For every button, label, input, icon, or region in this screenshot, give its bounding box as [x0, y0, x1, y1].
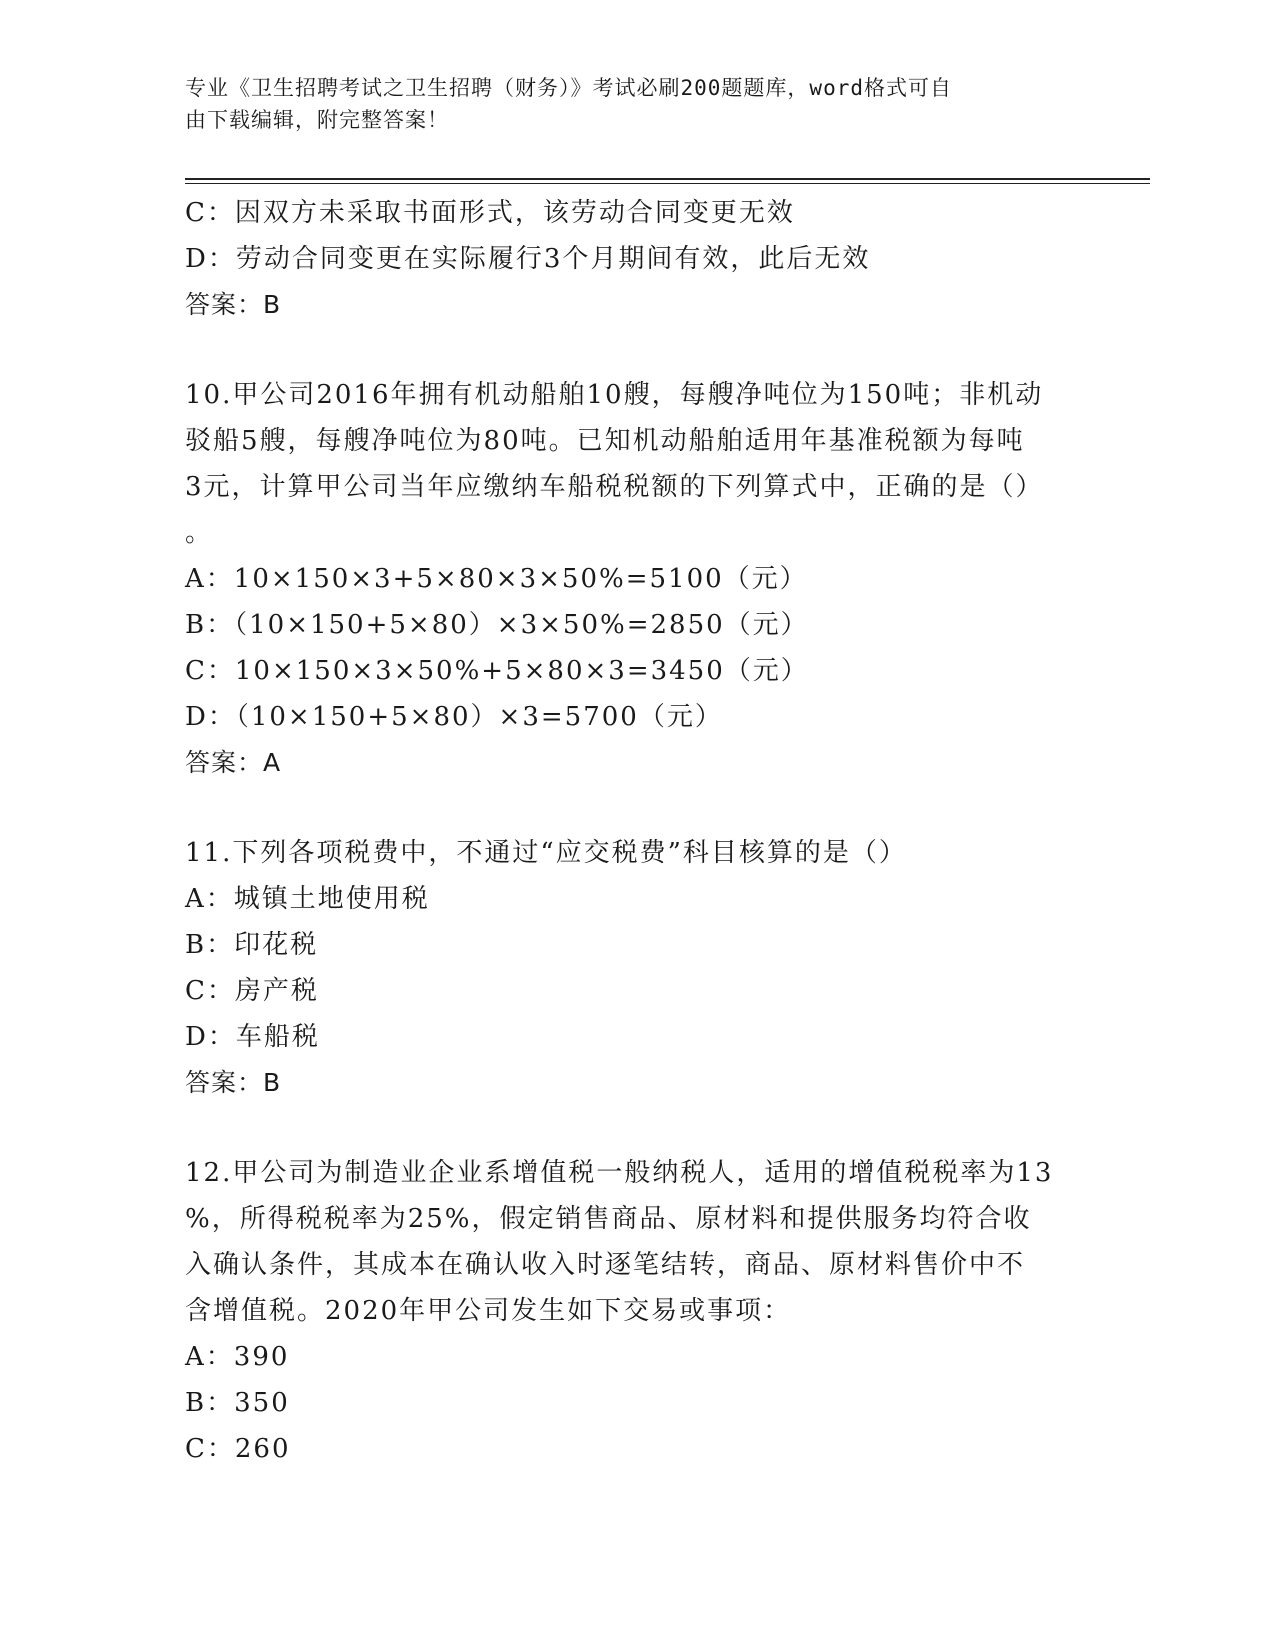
- header-title-line-1: 专业《卫生招聘考试之卫生招聘（财务）》考试必刷200题题库，word格式可自: [185, 76, 952, 100]
- spacer: [185, 786, 1085, 830]
- spacer: [185, 1106, 1085, 1150]
- option-b: B：350: [185, 1388, 290, 1418]
- option-c: C：10×150×3×50%+5×80×3=3450（元）: [185, 656, 809, 686]
- question-text-line: 入确认条件，其成本在确认收入时逐笔结转，商品、原材料售价中不: [185, 1250, 1026, 1280]
- document-header: [185, 72, 1075, 136]
- option-b: B：印花税: [185, 930, 319, 960]
- option-c: C：因双方未采取书面形式，该劳动合同变更无效: [185, 198, 795, 228]
- option-d: D：劳动合同变更在实际履行3个月期间有效，此后无效: [185, 244, 871, 274]
- question-text-line: 3元，计算甲公司当年应缴纳车船税税额的下列算式中，正确的是（）: [185, 472, 1044, 502]
- question-text-line: 12.甲公司为制造业企业系增值税一般纳税人，适用的增值税税率为13: [185, 1158, 1054, 1188]
- question-text-line: 11.下列各项税费中，不通过“应交税费”科目核算的是（）: [185, 838, 907, 868]
- question-10: [185, 372, 1085, 786]
- option-c: C：房产税: [185, 976, 319, 1006]
- option-a: A：10×150×3+5×80×3×50%=5100（元）: [185, 564, 808, 594]
- header-divider-thick: [185, 178, 1150, 180]
- header-divider-thin: [185, 183, 1150, 184]
- answer-label: 答案：B: [185, 1068, 282, 1097]
- question-12: [185, 1150, 1085, 1472]
- option-d: D：车船税: [185, 1022, 320, 1052]
- header-title-line-2: 由下载编辑，附完整答案！: [185, 108, 449, 132]
- option-a: A：城镇土地使用税: [185, 884, 430, 914]
- option-b: B：（10×150+5×80）×3×50%=2850（元）: [185, 610, 809, 640]
- question-text-line: 含增值税。2020年甲公司发生如下交易或事项：: [185, 1296, 792, 1326]
- answer-label: 答案：A: [185, 748, 282, 777]
- option-c: C：260: [185, 1434, 291, 1464]
- question-text-line: 驳船5艘，每艘净吨位为80吨。已知机动船舶适用年基准税额为每吨: [185, 426, 1025, 456]
- question-11: [185, 830, 1085, 1106]
- document-body: [185, 190, 1085, 1472]
- question-9-continued: [185, 190, 1085, 328]
- option-a: A：390: [185, 1342, 290, 1372]
- spacer: [185, 328, 1085, 372]
- question-text-line: 。: [185, 518, 214, 548]
- answer-label: 答案：B: [185, 290, 282, 319]
- question-text-line: %，所得税税率为25%，假定销售商品、原材料和提供服务均符合收: [185, 1204, 1032, 1234]
- question-text-line: 10.甲公司2016年拥有机动船舶10艘，每艘净吨位为150吨；非机动: [185, 380, 1044, 410]
- option-d: D：（10×150+5×80）×3=5700（元）: [185, 702, 723, 732]
